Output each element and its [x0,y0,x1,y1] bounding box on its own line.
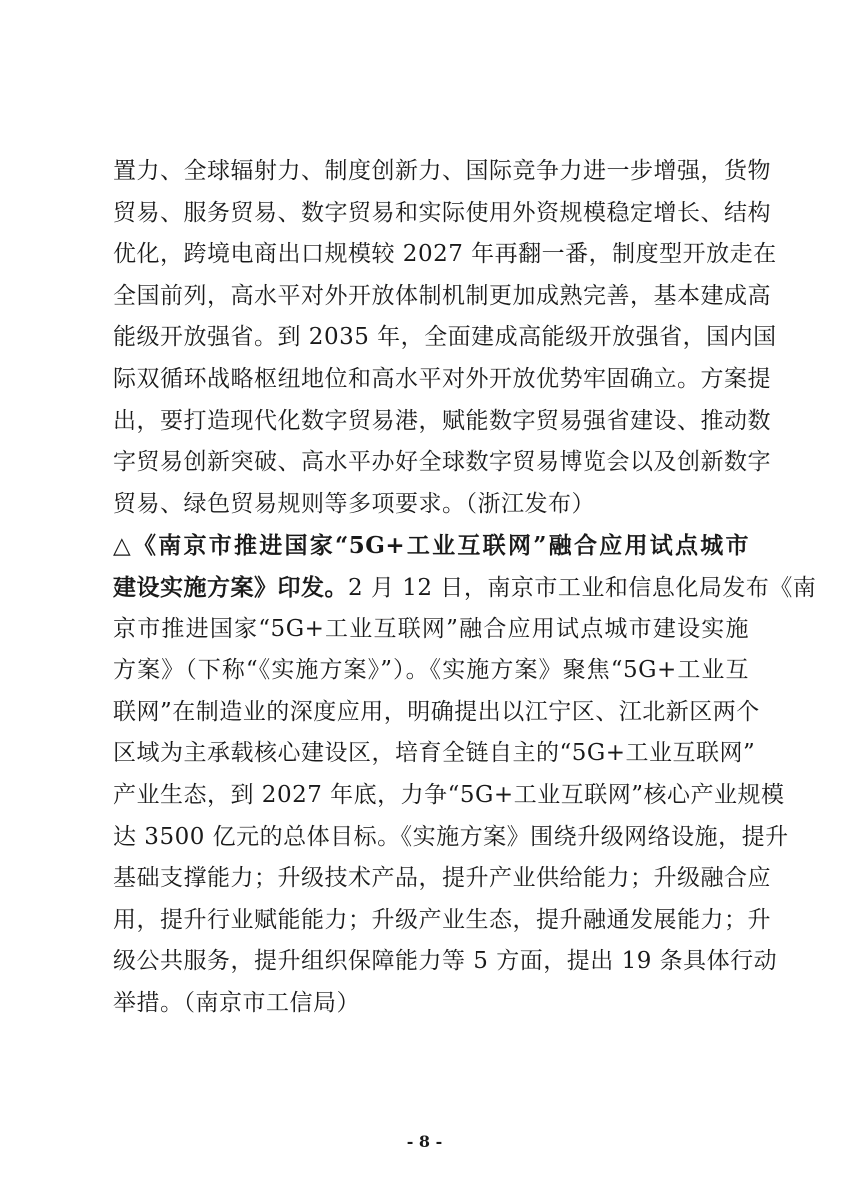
text-line [113,567,817,609]
text-line: 全国前列，高水平对外开放体制机制更加成熟完善，基本建成高 [113,282,771,309]
text-line: 基础支撑能力；升级技术产品，提升产业供给能力；升级融合应 [113,865,771,892]
text-line: 贸易、绿色贸易规则等多项要求。（浙江发布） [113,490,595,517]
text-line: 优化，跨境电商出口规模较 2027 年再翻一番，制度型开放走在 [113,241,777,268]
paragraph-zhejiang [113,151,777,525]
text-line-rest: 2 月 12 日，南京市工业和信息化局发布《南 [348,574,817,601]
text-line: 能级开放强省。到 2035 年，全面建成高能级开放强省，国内国 [113,324,777,351]
text-line: 举措。（南京市工信局） [113,989,360,1016]
text-line: 际双循环战略枢纽地位和高水平对外开放优势牢固确立。方案提 [113,365,771,392]
page-number: - 8 - [406,1132,443,1151]
text-line: 出，要打造现代化数字贸易港，赋能数字贸易强省建设、推动数 [113,407,771,434]
text-line: 京市推进国家“5G+工业互联网”融合应用试点城市建设实施 [113,615,749,642]
text-line: 用，提升行业赋能能力；升级产业生态，提升融通发展能力；升 [113,906,771,933]
text-line: 联网”在制造业的深度应用，明确提出以江宁区、江北新区两个 [113,698,760,725]
text-line: 置力、全球辐射力、制度创新力、国际竞争力进一步增强，货物 [113,158,771,184]
news-heading-end: 建设实施方案》印发。 [113,573,348,601]
text-line: 达 3500 亿元的总体目标。《实施方案》围绕升级网络设施，提升 [113,823,789,850]
text-line: 字贸易创新突破、高水平办好全球数字贸易博览会以及创新数字 [113,449,771,476]
text-line: 级公共服务，提升组织保障能力等 5 方面，提出 19 条具体行动 [113,948,778,975]
paragraph-nanjing [113,525,817,1024]
text-line: 贸易、服务贸易、数字贸易和实际使用外资规模稳定增长、结构 [113,199,771,226]
text-line: 产业生态，到 2027 年底，力争“5G+工业互联网”核心产业规模 [113,781,785,808]
text-line: 区域为主承载核心建设区，培育全链自主的“5G+工业互联网” [113,740,756,767]
body-text [113,151,817,1024]
news-heading: △《南京市推进国家“5G+工业互联网”融合应用试点城市 [113,532,749,560]
text-line: 方案》（下称“《实施方案》”）。《实施方案》聚焦“5G+工业互 [113,657,749,684]
